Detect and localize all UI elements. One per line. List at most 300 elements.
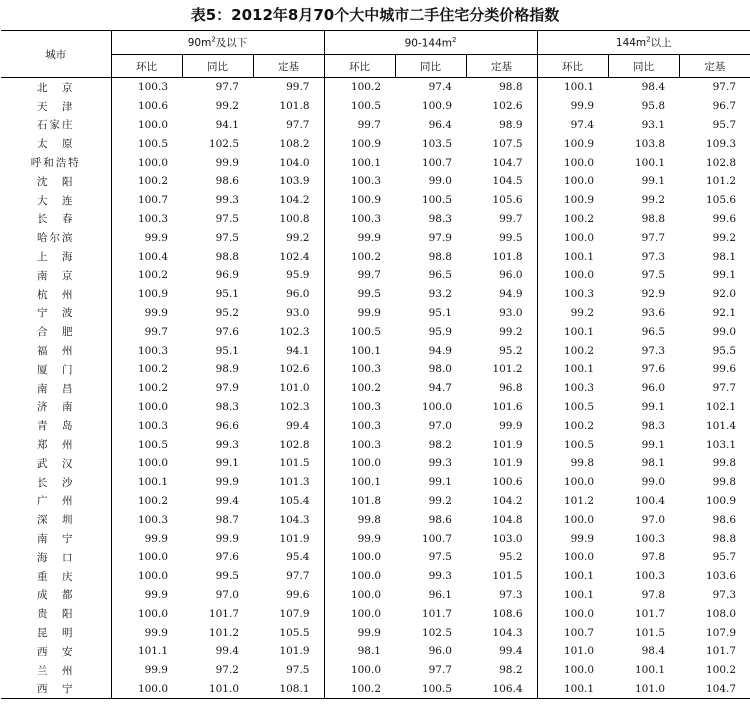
index-value: 99.5 bbox=[215, 570, 239, 583]
index-value: 100.3 bbox=[350, 419, 381, 432]
table-row bbox=[1, 191, 750, 210]
city-name: 成 都 bbox=[1, 586, 111, 605]
table-row bbox=[1, 172, 750, 191]
index-value: 100.2 bbox=[137, 382, 168, 395]
table-body bbox=[1, 78, 750, 699]
index-value: 99.2 bbox=[466, 322, 537, 341]
index-value: 101.7 bbox=[634, 607, 666, 620]
index-value: 108.2 bbox=[253, 134, 324, 153]
index-value: 100.0 bbox=[421, 400, 452, 413]
index-value: 100.0 bbox=[350, 588, 381, 601]
index-value: 99.9 bbox=[357, 532, 381, 545]
index-value: 100.2 bbox=[350, 382, 381, 395]
index-value: 103.8 bbox=[634, 137, 666, 150]
index-value: 100.0 bbox=[350, 664, 381, 677]
index-value: 106.4 bbox=[466, 680, 537, 699]
index-value: 96.5 bbox=[428, 269, 452, 282]
index-value: 99.8 bbox=[712, 476, 737, 489]
index-value: 100.5 bbox=[563, 400, 595, 413]
city-name: 沈 阳 bbox=[1, 172, 111, 191]
index-value: 100.7 bbox=[137, 194, 168, 207]
index-value: 98.1 bbox=[712, 250, 737, 263]
index-value: 100.0 bbox=[137, 607, 168, 620]
index-value: 97.3 bbox=[712, 588, 737, 601]
index-value: 99.9 bbox=[144, 231, 168, 244]
index-value: 99.7 bbox=[466, 210, 537, 229]
index-value: 98.6 bbox=[712, 513, 737, 526]
price-index-table bbox=[1, 30, 750, 699]
sub-header-yoy: 同比 bbox=[182, 55, 253, 78]
table-row bbox=[1, 228, 750, 247]
index-value: 107.5 bbox=[466, 134, 537, 153]
index-value: 100.9 bbox=[705, 494, 737, 507]
index-value: 97.8 bbox=[641, 588, 666, 601]
index-value: 97.0 bbox=[215, 588, 239, 601]
table-row bbox=[1, 604, 750, 623]
index-value: 93.0 bbox=[253, 304, 324, 323]
index-value: 101.5 bbox=[253, 454, 324, 473]
index-value: 102.8 bbox=[705, 156, 737, 169]
index-value: 100.0 bbox=[137, 156, 168, 169]
index-value: 100.3 bbox=[137, 212, 168, 225]
index-value: 96.8 bbox=[466, 379, 537, 398]
index-value: 100.9 bbox=[563, 194, 595, 207]
index-value: 101.0 bbox=[608, 680, 679, 699]
sub-header-yoy: 同比 bbox=[395, 55, 466, 78]
index-value: 98.3 bbox=[215, 400, 239, 413]
index-value: 100.1 bbox=[350, 476, 381, 489]
index-value: 98.8 bbox=[428, 250, 452, 263]
index-value: 100.3 bbox=[137, 344, 168, 357]
index-value: 99.1 bbox=[641, 400, 666, 413]
index-value: 100.1 bbox=[634, 156, 666, 169]
index-value: 96.0 bbox=[428, 645, 452, 658]
index-value: 100.0 bbox=[137, 551, 168, 564]
index-value: 100.3 bbox=[137, 81, 168, 94]
sub-header-mom: 环比 bbox=[537, 55, 608, 78]
index-value: 92.0 bbox=[712, 288, 737, 301]
index-value: 100.5 bbox=[421, 194, 452, 207]
index-value: 101.9 bbox=[253, 642, 324, 661]
index-value: 99.9 bbox=[144, 588, 168, 601]
index-value: 103.0 bbox=[466, 529, 537, 548]
sub-header-base: 定基 bbox=[679, 55, 750, 78]
index-value: 99.3 bbox=[215, 194, 239, 207]
index-value: 100.7 bbox=[563, 626, 595, 639]
index-value: 99.6 bbox=[712, 212, 737, 225]
index-value: 98.3 bbox=[641, 419, 666, 432]
index-value: 97.2 bbox=[215, 664, 239, 677]
city-name: 南 昌 bbox=[1, 379, 111, 398]
table-row bbox=[1, 398, 750, 417]
index-value: 100.3 bbox=[634, 532, 666, 545]
index-value: 99.7 bbox=[357, 269, 381, 282]
index-value: 105.5 bbox=[253, 623, 324, 642]
table-row bbox=[1, 454, 750, 473]
index-value: 97.7 bbox=[712, 382, 737, 395]
index-value: 99.1 bbox=[641, 175, 666, 188]
index-value: 99.1 bbox=[712, 269, 737, 282]
index-value: 97.0 bbox=[641, 513, 666, 526]
city-name: 福 州 bbox=[1, 341, 111, 360]
table-row bbox=[1, 322, 750, 341]
index-value: 97.8 bbox=[641, 551, 666, 564]
index-value: 93.2 bbox=[428, 288, 452, 301]
index-value: 99.1 bbox=[428, 476, 452, 489]
index-value: 96.0 bbox=[253, 285, 324, 304]
index-value: 103.1 bbox=[705, 438, 737, 451]
index-value: 101.1 bbox=[137, 645, 168, 658]
index-value: 100.9 bbox=[137, 288, 168, 301]
index-value: 97.9 bbox=[215, 382, 239, 395]
index-value: 100.3 bbox=[137, 419, 168, 432]
index-value: 98.9 bbox=[215, 363, 239, 376]
index-value: 104.2 bbox=[253, 191, 324, 210]
index-value: 97.7 bbox=[215, 81, 239, 94]
index-value: 100.0 bbox=[137, 457, 168, 470]
index-value: 101.5 bbox=[466, 567, 537, 586]
index-value: 100.7 bbox=[421, 532, 452, 545]
index-value: 104.2 bbox=[466, 492, 537, 511]
index-value: 100.2 bbox=[324, 680, 395, 699]
city-name: 西 宁 bbox=[1, 680, 111, 699]
city-name: 厦 门 bbox=[1, 360, 111, 379]
city-name: 郑 州 bbox=[1, 435, 111, 454]
index-value: 97.9 bbox=[428, 231, 452, 244]
index-value: 100.0 bbox=[350, 607, 381, 620]
index-value: 100.3 bbox=[350, 438, 381, 451]
table-row bbox=[1, 567, 750, 586]
city-name: 北 京 bbox=[1, 78, 111, 97]
index-value: 100.0 bbox=[563, 551, 595, 564]
table-row bbox=[1, 473, 750, 492]
index-value: 99.3 bbox=[428, 457, 452, 470]
index-value: 100.9 bbox=[350, 194, 381, 207]
index-value: 98.2 bbox=[466, 661, 537, 680]
index-value: 99.2 bbox=[428, 494, 452, 507]
index-value: 100.0 bbox=[563, 607, 595, 620]
index-value: 99.9 bbox=[144, 306, 168, 319]
index-value: 100.1 bbox=[350, 156, 381, 169]
index-value: 100.2 bbox=[137, 175, 168, 188]
index-value: 100.2 bbox=[137, 494, 168, 507]
city-name: 上 海 bbox=[1, 247, 111, 266]
index-value: 99.9 bbox=[144, 626, 168, 639]
city-name: 南 宁 bbox=[1, 529, 111, 548]
index-value: 100.5 bbox=[350, 100, 381, 113]
index-value: 107.9 bbox=[705, 626, 737, 639]
index-value: 95.1 bbox=[428, 306, 452, 319]
index-value: 99.2 bbox=[570, 306, 595, 319]
sub-header-base: 定基 bbox=[253, 55, 324, 78]
table-row bbox=[1, 680, 750, 699]
city-name: 深 圳 bbox=[1, 510, 111, 529]
index-value: 98.0 bbox=[428, 363, 452, 376]
city-name: 合 肥 bbox=[1, 322, 111, 341]
group-header-large: $144m^2$以上 bbox=[537, 31, 750, 55]
index-value: 100.1 bbox=[563, 81, 595, 94]
table-row bbox=[1, 529, 750, 548]
index-value: 99.9 bbox=[144, 532, 168, 545]
index-value: 99.3 bbox=[428, 570, 452, 583]
index-value: 100.1 bbox=[563, 250, 595, 263]
index-value: 98.8 bbox=[712, 532, 737, 545]
index-value: 100.0 bbox=[563, 156, 595, 169]
index-value: 98.7 bbox=[215, 513, 239, 526]
index-value: 99.9 bbox=[570, 532, 595, 545]
index-value: 101.2 bbox=[705, 175, 737, 188]
index-value: 99.9 bbox=[357, 626, 381, 639]
index-value: 102.4 bbox=[253, 247, 324, 266]
index-value: 101.2 bbox=[208, 626, 239, 639]
index-value: 100.6 bbox=[466, 473, 537, 492]
city-name: 贵 阳 bbox=[1, 604, 111, 623]
index-value: 99.8 bbox=[712, 457, 737, 470]
index-value: 101.0 bbox=[182, 680, 253, 699]
index-value: 100.4 bbox=[137, 250, 168, 263]
index-value: 100.0 bbox=[350, 570, 381, 583]
index-value: 96.7 bbox=[712, 100, 737, 113]
index-value: 94.1 bbox=[215, 118, 239, 131]
index-value: 93.0 bbox=[466, 304, 537, 323]
index-value: 96.9 bbox=[215, 269, 239, 282]
index-value: 99.4 bbox=[253, 416, 324, 435]
index-value: 99.6 bbox=[253, 586, 324, 605]
index-value: 100.1 bbox=[563, 588, 595, 601]
index-value: 99.2 bbox=[253, 228, 324, 247]
index-value: 99.9 bbox=[144, 664, 168, 677]
index-value: 100.1 bbox=[634, 664, 666, 677]
index-value: 100.6 bbox=[137, 100, 168, 113]
index-value: 99.1 bbox=[215, 457, 239, 470]
table-row bbox=[1, 97, 750, 116]
index-value: 97.7 bbox=[253, 116, 324, 135]
index-value: 96.6 bbox=[215, 419, 239, 432]
table-row bbox=[1, 492, 750, 511]
index-value: 100.2 bbox=[137, 363, 168, 376]
index-value: 97.3 bbox=[641, 344, 666, 357]
index-value: 101.6 bbox=[466, 398, 537, 417]
index-value: 100.5 bbox=[137, 438, 168, 451]
index-value: 97.7 bbox=[712, 81, 737, 94]
index-value: 97.7 bbox=[253, 567, 324, 586]
table-row bbox=[1, 341, 750, 360]
index-value: 95.2 bbox=[215, 306, 239, 319]
index-value: 92.1 bbox=[712, 306, 737, 319]
index-value: 100.2 bbox=[705, 664, 737, 677]
index-value: 108.6 bbox=[466, 604, 537, 623]
index-value: 99.6 bbox=[712, 363, 737, 376]
index-value: 100.9 bbox=[563, 137, 595, 150]
index-value: 95.7 bbox=[712, 551, 737, 564]
sub-header-mom: 环比 bbox=[111, 55, 182, 78]
index-value: 99.7 bbox=[253, 78, 324, 97]
index-value: 100.5 bbox=[395, 680, 466, 699]
index-value: 97.7 bbox=[428, 664, 452, 677]
index-value: 99.9 bbox=[570, 100, 595, 113]
table-row bbox=[1, 134, 750, 153]
index-value: 99.4 bbox=[466, 642, 537, 661]
index-value: 100.2 bbox=[563, 344, 595, 357]
index-value: 100.3 bbox=[350, 175, 381, 188]
index-value: 100.8 bbox=[253, 210, 324, 229]
index-value: 102.3 bbox=[253, 322, 324, 341]
index-value: 101.8 bbox=[350, 494, 381, 507]
index-value: 97.0 bbox=[428, 419, 452, 432]
city-name: 长 沙 bbox=[1, 473, 111, 492]
index-value: 95.2 bbox=[466, 548, 537, 567]
index-value: 100.1 bbox=[563, 325, 595, 338]
index-value: 100.1 bbox=[350, 344, 381, 357]
index-value: 94.1 bbox=[253, 341, 324, 360]
index-value: 100.0 bbox=[350, 457, 381, 470]
table-row bbox=[1, 416, 750, 435]
index-value: 99.9 bbox=[357, 306, 381, 319]
index-value: 100.0 bbox=[563, 231, 595, 244]
index-value: 98.8 bbox=[215, 250, 239, 263]
index-value: 95.5 bbox=[712, 344, 737, 357]
index-value: 101.7 bbox=[208, 607, 239, 620]
index-value: 96.4 bbox=[428, 118, 452, 131]
index-value: 97.3 bbox=[466, 586, 537, 605]
index-value: 98.9 bbox=[466, 116, 537, 135]
index-value: 100.0 bbox=[563, 664, 595, 677]
city-name: 大 连 bbox=[1, 191, 111, 210]
index-value: 101.2 bbox=[563, 494, 595, 507]
index-value: 100.0 bbox=[563, 513, 595, 526]
city-name: 天 津 bbox=[1, 97, 111, 116]
index-value: 98.6 bbox=[215, 175, 239, 188]
city-name: 哈尔滨 bbox=[1, 228, 111, 247]
index-value: 97.6 bbox=[641, 363, 666, 376]
index-value: 101.7 bbox=[421, 607, 452, 620]
index-value: 100.1 bbox=[137, 476, 168, 489]
index-value: 97.5 bbox=[428, 551, 452, 564]
sub-header-yoy: 同比 bbox=[608, 55, 679, 78]
index-value: 100.0 bbox=[563, 175, 595, 188]
index-value: 97.5 bbox=[253, 661, 324, 680]
index-value: 98.1 bbox=[641, 457, 666, 470]
table-row bbox=[1, 661, 750, 680]
table-row bbox=[1, 285, 750, 304]
city-name: 宁 波 bbox=[1, 304, 111, 323]
index-value: 100.7 bbox=[421, 156, 452, 169]
city-name: 长 春 bbox=[1, 210, 111, 229]
index-value: 99.9 bbox=[215, 532, 239, 545]
index-value: 103.5 bbox=[421, 137, 452, 150]
index-value: 98.8 bbox=[641, 212, 666, 225]
index-value: 102.6 bbox=[253, 360, 324, 379]
city-column-header: 城市 bbox=[1, 31, 111, 78]
index-value: 94.9 bbox=[428, 344, 452, 357]
table-row bbox=[1, 379, 750, 398]
city-name: 青 岛 bbox=[1, 416, 111, 435]
index-value: 101.9 bbox=[253, 529, 324, 548]
index-value: 100.2 bbox=[563, 212, 595, 225]
index-value: 100.5 bbox=[563, 438, 595, 451]
table-row bbox=[1, 586, 750, 605]
city-name: 广 州 bbox=[1, 492, 111, 511]
index-value: 100.3 bbox=[350, 400, 381, 413]
index-value: 93.6 bbox=[641, 306, 666, 319]
index-value: 100.1 bbox=[563, 570, 595, 583]
index-value: 107.9 bbox=[253, 604, 324, 623]
city-name: 南 京 bbox=[1, 266, 111, 285]
index-value: 104.7 bbox=[679, 680, 750, 699]
index-value: 97.6 bbox=[215, 551, 239, 564]
index-value: 101.0 bbox=[563, 645, 595, 658]
index-value: 95.9 bbox=[428, 325, 452, 338]
table-row bbox=[1, 247, 750, 266]
index-value: 98.8 bbox=[466, 78, 537, 97]
index-value: 100.1 bbox=[563, 363, 595, 376]
index-value: 95.1 bbox=[215, 344, 239, 357]
index-value: 101.4 bbox=[705, 419, 737, 432]
index-value: 95.8 bbox=[641, 100, 666, 113]
index-value: 99.4 bbox=[215, 494, 239, 507]
index-value: 98.4 bbox=[641, 645, 666, 658]
index-value: 100.0 bbox=[111, 680, 182, 699]
table-row bbox=[1, 266, 750, 285]
index-value: 99.2 bbox=[641, 194, 666, 207]
index-value: 100.3 bbox=[137, 513, 168, 526]
index-value: 99.2 bbox=[712, 231, 737, 244]
city-name: 海 口 bbox=[1, 548, 111, 567]
index-value: 97.4 bbox=[570, 118, 595, 131]
index-value: 101.5 bbox=[634, 626, 666, 639]
index-value: 99.0 bbox=[641, 476, 666, 489]
index-value: 101.9 bbox=[466, 435, 537, 454]
index-value: 96.5 bbox=[641, 325, 666, 338]
city-name: 兰 州 bbox=[1, 661, 111, 680]
index-value: 99.8 bbox=[357, 513, 381, 526]
index-value: 100.0 bbox=[137, 118, 168, 131]
index-value: 99.3 bbox=[215, 438, 239, 451]
index-value: 100.0 bbox=[137, 570, 168, 583]
index-value: 102.5 bbox=[421, 626, 452, 639]
city-name: 太 原 bbox=[1, 134, 111, 153]
index-value: 99.9 bbox=[215, 156, 239, 169]
index-value: 97.6 bbox=[215, 325, 239, 338]
index-value: 100.3 bbox=[350, 212, 381, 225]
index-value: 98.6 bbox=[428, 513, 452, 526]
index-value: 99.7 bbox=[357, 118, 381, 131]
index-value: 93.1 bbox=[641, 118, 666, 131]
index-value: 97.4 bbox=[428, 81, 452, 94]
index-value: 104.3 bbox=[466, 623, 537, 642]
index-value: 99.9 bbox=[466, 416, 537, 435]
index-value: 100.0 bbox=[563, 476, 595, 489]
table-row bbox=[1, 623, 750, 642]
index-value: 97.5 bbox=[215, 231, 239, 244]
index-value: 99.2 bbox=[215, 100, 239, 113]
index-value: 100.9 bbox=[350, 137, 381, 150]
index-value: 105.4 bbox=[253, 492, 324, 511]
index-value: 100.0 bbox=[350, 551, 381, 564]
table-row bbox=[1, 210, 750, 229]
city-name: 昆 明 bbox=[1, 623, 111, 642]
table-row bbox=[1, 548, 750, 567]
index-value: 100.9 bbox=[421, 100, 452, 113]
index-value: 105.6 bbox=[466, 191, 537, 210]
city-name: 杭 州 bbox=[1, 285, 111, 304]
index-value: 98.2 bbox=[428, 438, 452, 451]
index-value: 99.0 bbox=[712, 325, 737, 338]
table-row bbox=[1, 304, 750, 323]
index-value: 102.8 bbox=[253, 435, 324, 454]
index-value: 101.9 bbox=[466, 454, 537, 473]
sub-header-base: 定基 bbox=[466, 55, 537, 78]
